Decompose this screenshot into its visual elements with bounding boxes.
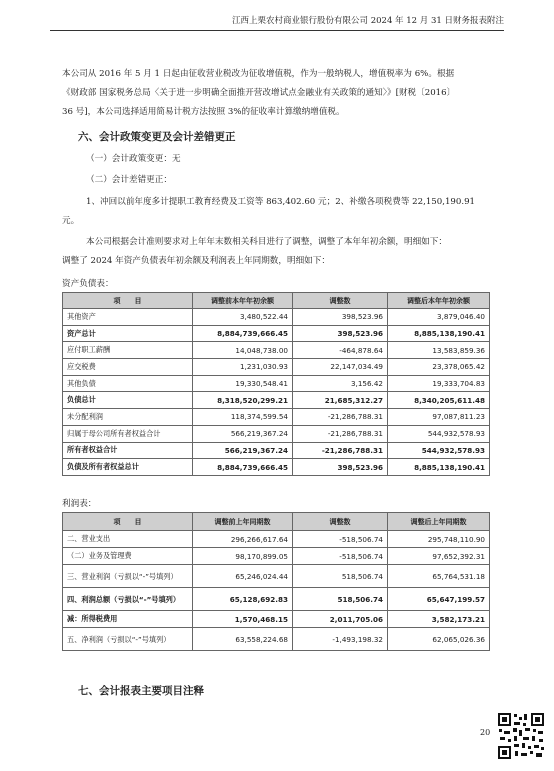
income-statement-table <box>62 512 490 651</box>
table-row <box>63 375 490 392</box>
is-header-adjustment: 调整数 <box>293 513 388 531</box>
table-row <box>63 342 490 359</box>
bs-header-adjustment: 调整数 <box>293 293 388 309</box>
row-after-value: 97,087,811.23 <box>388 409 490 426</box>
row-item-label: 所有者权益合计 <box>63 442 193 459</box>
table-row <box>63 309 490 326</box>
adjust-text-line2: 调整了 2024 年资产负债表年初余额及利润表上年同期数，明细如下： <box>62 256 330 266</box>
row-before-value: 1,570,468.15 <box>193 611 293 628</box>
page-number: 20 <box>480 728 491 737</box>
row-item-label: 资产总计 <box>63 325 193 342</box>
row-after-value: 13,583,859.36 <box>388 342 490 359</box>
table-row <box>63 459 490 476</box>
row-item-label: 其他负债 <box>63 375 193 392</box>
bs-header-before: 调整前本年年初余额 <box>193 293 293 309</box>
row-adjustment-value: -21,286,788.31 <box>293 425 388 442</box>
vat-paragraph-line2: 《财政部 国家税务总局〈关于进一步明确全面推开营改增试点金融业有关政策的通知〉》[财税〔2016〕 <box>62 88 456 98</box>
row-after-value: 3,879,046.40 <box>388 309 490 326</box>
row-before-value: 14,048,738.00 <box>193 342 293 359</box>
row-adjustment-value: 398,523.96 <box>293 325 388 342</box>
row-item-label: （二）业务及管理费 <box>63 548 193 565</box>
row-adjustment-value: -1,493,198.32 <box>293 628 388 651</box>
row-adjustment-value: 518,506.74 <box>293 588 388 611</box>
row-before-value: 296,266,617.64 <box>193 531 293 548</box>
error-correction-line: （二）会计差错更正： <box>86 175 172 185</box>
row-adjustment-value: -518,506.74 <box>293 548 388 565</box>
row-adjustment-value: -21,286,788.31 <box>293 409 388 426</box>
table-row <box>63 425 490 442</box>
row-item-label: 五、净利润（亏损以“-”号填列） <box>63 628 193 651</box>
balance-sheet-table <box>62 292 490 476</box>
row-item-label: 三、营业利润（亏损以“-”号填列） <box>63 565 193 588</box>
row-before-value: 63,558,224.68 <box>193 628 293 651</box>
row-adjustment-value: 398,523.96 <box>293 459 388 476</box>
table-row <box>63 611 490 628</box>
balance-sheet-title: 资产负债表： <box>62 279 114 289</box>
correction-item-line1: 1、冲回以前年度多计提职工教育经费及工资等 863,402.60 元；2、补缴各项税费等 22,150,190.91 <box>86 197 476 207</box>
row-before-value: 8,884,739,666.45 <box>193 459 293 476</box>
table-row <box>63 392 490 409</box>
vat-paragraph-line1: 本公司从 2016 年 5 月 1 日起由征收营业税改为征收增值税，作为一般纳税人，增值税率为 6%。根据 <box>62 69 455 79</box>
row-before-value: 98,170,899.05 <box>193 548 293 565</box>
table-row <box>63 628 490 651</box>
row-after-value: 8,885,138,190.41 <box>388 325 490 342</box>
row-item-label: 应交税费 <box>63 359 193 376</box>
row-item-label: 归属于母公司所有者权益合计 <box>63 425 193 442</box>
is-header-after: 调整后上年同期数 <box>388 513 490 531</box>
row-before-value: 566,219,367.24 <box>193 442 293 459</box>
table-row <box>63 531 490 548</box>
row-item-label: 四、利润总额（亏损以“-”号填列） <box>63 588 193 611</box>
row-after-value: 65,647,199.57 <box>388 588 490 611</box>
row-before-value: 8,884,739,666.45 <box>193 325 293 342</box>
table-row <box>63 442 490 459</box>
row-item-label: 二、营业支出 <box>63 531 193 548</box>
table-row <box>63 325 490 342</box>
income-statement-title: 利润表： <box>62 499 97 509</box>
table-row <box>63 565 490 588</box>
row-after-value: 544,932,578.93 <box>388 442 490 459</box>
is-header-before: 调整前上年同期数 <box>193 513 293 531</box>
policy-change-line: （一）会计政策变更：无 <box>86 154 181 164</box>
row-before-value: 1,231,030.93 <box>193 359 293 376</box>
qr-code-icon <box>497 712 545 760</box>
bs-header-after: 调整后本年年初余额 <box>388 293 490 309</box>
row-adjustment-value: 3,156.42 <box>293 375 388 392</box>
row-adjustment-value: 518,506.74 <box>293 565 388 588</box>
row-after-value: 62,065,026.36 <box>388 628 490 651</box>
vat-paragraph-line3: 36 号]，本公司选择适用简易计税方法按照 3%的征收率计算缴纳增值税。 <box>62 107 345 117</box>
row-adjustment-value: 22,147,034.49 <box>293 359 388 376</box>
row-item-label: 负债总计 <box>63 392 193 409</box>
is-header-item: 项 目 <box>63 513 193 531</box>
section-6-title: 六、会计政策变更及会计差错更正 <box>78 131 236 143</box>
row-adjustment-value: 21,685,312.27 <box>293 392 388 409</box>
row-item-label: 其他资产 <box>63 309 193 326</box>
row-item-label: 负债及所有者权益总计 <box>63 459 193 476</box>
row-after-value: 19,333,704.83 <box>388 375 490 392</box>
table-row <box>63 548 490 565</box>
row-before-value: 3,480,522.44 <box>193 309 293 326</box>
row-after-value: 8,885,138,190.41 <box>388 459 490 476</box>
bs-header-item: 项 目 <box>63 293 193 309</box>
row-before-value: 19,330,548.41 <box>193 375 293 392</box>
row-item-label: 减：所得税费用 <box>63 611 193 628</box>
row-before-value: 566,219,367.24 <box>193 425 293 442</box>
row-before-value: 8,318,520,299.21 <box>193 392 293 409</box>
table-row <box>63 359 490 376</box>
row-after-value: 97,652,392.31 <box>388 548 490 565</box>
row-before-value: 65,128,692.83 <box>193 588 293 611</box>
row-item-label: 未分配利润 <box>63 409 193 426</box>
row-after-value: 544,932,578.93 <box>388 425 490 442</box>
row-adjustment-value: 398,523.96 <box>293 309 388 326</box>
row-after-value: 65,764,531.18 <box>388 565 490 588</box>
row-adjustment-value: 2,011,705.06 <box>293 611 388 628</box>
row-adjustment-value: -464,878.64 <box>293 342 388 359</box>
row-adjustment-value: -518,506.74 <box>293 531 388 548</box>
adjust-text-line1: 本公司根据会计准则要求对上年年末数相关科目进行了调整，调整了本年年初余额，明细如下： <box>86 237 447 247</box>
row-after-value: 295,748,110.90 <box>388 531 490 548</box>
row-item-label: 应付职工薪酬 <box>63 342 193 359</box>
page-header: 江西上栗农村商业银行股份有限公司 2024 年 12 月 31 日财务报表附注 <box>50 14 504 31</box>
correction-item-line2: 元。 <box>62 216 80 226</box>
table-row <box>63 409 490 426</box>
row-after-value: 8,340,205,611.48 <box>388 392 490 409</box>
row-before-value: 118,374,599.54 <box>193 409 293 426</box>
section-7-title: 七、会计报表主要项目注释 <box>78 685 204 697</box>
table-row <box>63 588 490 611</box>
row-after-value: 3,582,173.21 <box>388 611 490 628</box>
row-adjustment-value: -21,286,788.31 <box>293 442 388 459</box>
row-after-value: 23,378,065.42 <box>388 359 490 376</box>
row-before-value: 65,246,024.44 <box>193 565 293 588</box>
